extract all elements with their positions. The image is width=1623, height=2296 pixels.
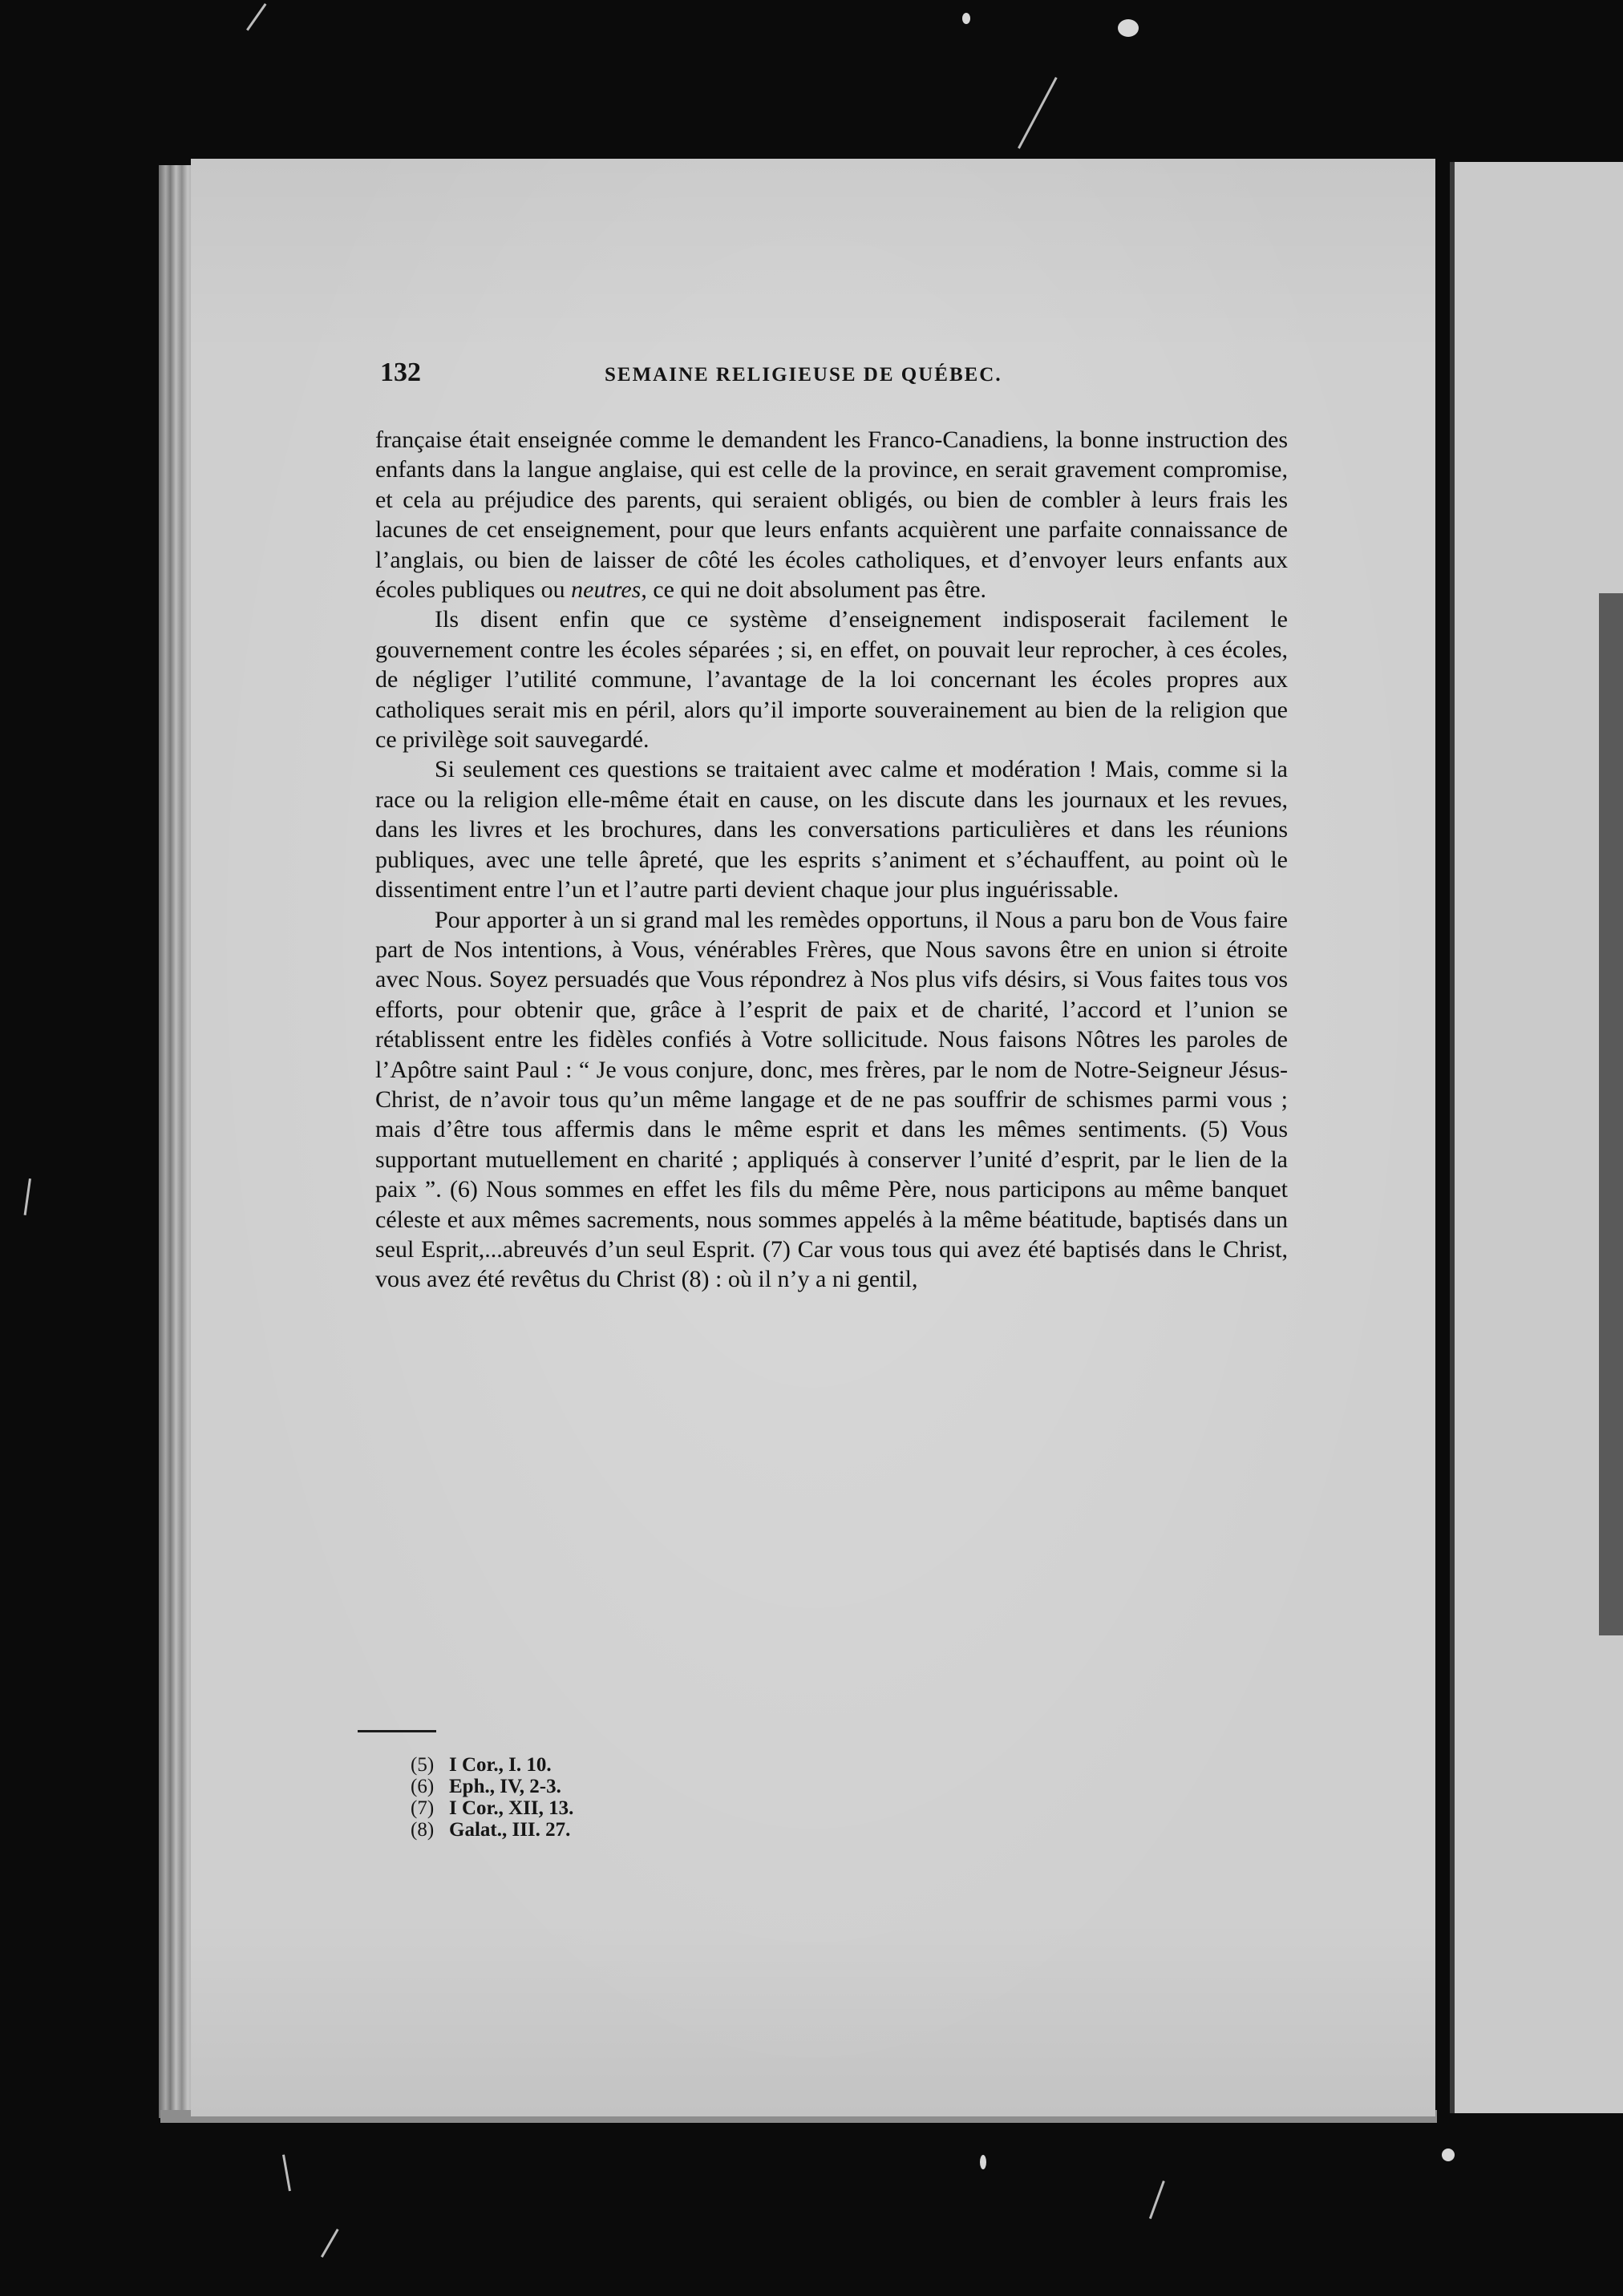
scan-scratch (24, 1178, 31, 1215)
scan-scratch (1018, 77, 1058, 149)
scan-scratch (282, 2154, 291, 2191)
scan-scratch (1149, 2181, 1165, 2219)
footnote (411, 1776, 892, 1797)
emphasized-text: neutres (571, 576, 642, 604)
paragraph (375, 425, 1288, 604)
footnote-number: (8) (411, 1819, 435, 1841)
dust-speck (980, 2155, 986, 2169)
paragraph-text: Pour apporter à un si grand mal les remèdes opportuns, il Nous a paru bon de Vous faire part de Nos intentions, à Vous, vénérables Frères, que Nous savons être en union si étroite avec Nous. Soyez persuadés que Vous répondrez à Nos plus vifs désirs, si Vous faites tous vos efforts, pour obtenir que, grâce à l’esprit de paix et de charité, l’accord et l’union se rétablissent entre les fidèles confiés à Votre sollicitude. Nous faisons Nôtres les paroles de l’Apôtre saint Paul : “ Je vous conjure, donc, mes frères, par le nom de Notre-Seigneur Jésus-Christ, de n’avoir tous qu’un même langage et de ne pas souffrir de schismes parmi vous ; mais d’être tous affermis dans le même esprit et dans les mêmes sentiments. (5) Vous supportant mutuellement en charité ; appliqués à conserver l’unité d’esprit, par le lien de la paix ”. (6) Nous sommes en effet les fils du même Père, nous participons au même banquet céleste et aux mêmes sacrements, nous sommes appelés à la même béatitude, baptisés dans un seul Esprit,...abreuvés d’un seul Esprit. (7) Car vous tous qui avez été baptisés dans le Christ, vous avez été revêtus du Christ (8) : où il n’y a ni gentil, (375, 906, 1288, 1293)
paragraph (375, 905, 1288, 1295)
footnote-number: (6) (411, 1776, 435, 1797)
paragraph-text: , ce qui ne doit absolument pas être. (641, 576, 987, 604)
footnote-reference: Eph., IV, 2-3. (449, 1776, 561, 1797)
paragraph-text: Si seulement ces questions se traitaient avec calme et modération ! Mais, comme si la race ou la religion elle-même était en cause, on les discute dans les journaux et les revues, dans les livres et les brochures, dans les conversations particulières et dans les réunions publiques, avec une telle âpreté, que les esprits s’animent et s’échauffent, au point où le dissentiment entre l’un et l’autre parti devient chaque jour plus inguérissable. (375, 756, 1288, 903)
paragraph (375, 754, 1288, 904)
running-head (380, 358, 1110, 398)
footnote-rule (358, 1730, 436, 1732)
dust-speck (1118, 19, 1139, 37)
scan-scratch (246, 3, 266, 30)
footnote-number: (7) (411, 1797, 435, 1819)
dust-speck (962, 13, 970, 24)
footnotes (411, 1754, 892, 1841)
dust-speck (1442, 2148, 1455, 2161)
footnote-number: (5) (411, 1754, 435, 1776)
scan-scratch (321, 2229, 339, 2258)
footnote (411, 1754, 892, 1776)
paragraph (375, 604, 1288, 754)
footnote (411, 1819, 892, 1841)
paragraph-text: Ils disent enfin que ce système d’enseignement indisposerait facilement le gouvernement contre les écoles séparées ; si, en effet, on pouvait leur reprocher, à ces écoles, de négliger l’utilité commune, l’avantage de la loi concernant les écoles propres aux catholiques serait mis en péril, alors qu’il importe souverainement au bien de la religion que ce privilège soit sauvegardé. (375, 606, 1288, 754)
journal-title: SEMAINE RELIGIEUSE DE QUÉBEC. (605, 364, 1002, 386)
body-text (375, 425, 1288, 1295)
page-number: 132 (380, 358, 421, 387)
footnote-reference: I Cor., XII, 13. (449, 1797, 574, 1819)
footnote-reference: Galat., III. 27. (449, 1819, 571, 1841)
adjacent-page (1450, 162, 1623, 2113)
footnote (411, 1797, 892, 1819)
paragraph-text: française était enseignée comme le demandent les Franco-Canadiens, la bonne instruction des enfants dans la langue anglaise, qui est celle de la province, en serait gravement compromise, et cela au préjudice des parents, qui seraient obligés, ou bien de combler à leurs frais les lacunes de cet enseignement, pour que leurs enfants acquièrent une parfaite connaissance de l’anglais, ou bien de laisser de côté les écoles catholiques, et d’envoyer leurs enfants aux écoles publiques ou (375, 426, 1288, 604)
footnote-reference: I Cor., I. 10. (449, 1754, 552, 1776)
adjacent-page-shadow (1599, 593, 1623, 1635)
